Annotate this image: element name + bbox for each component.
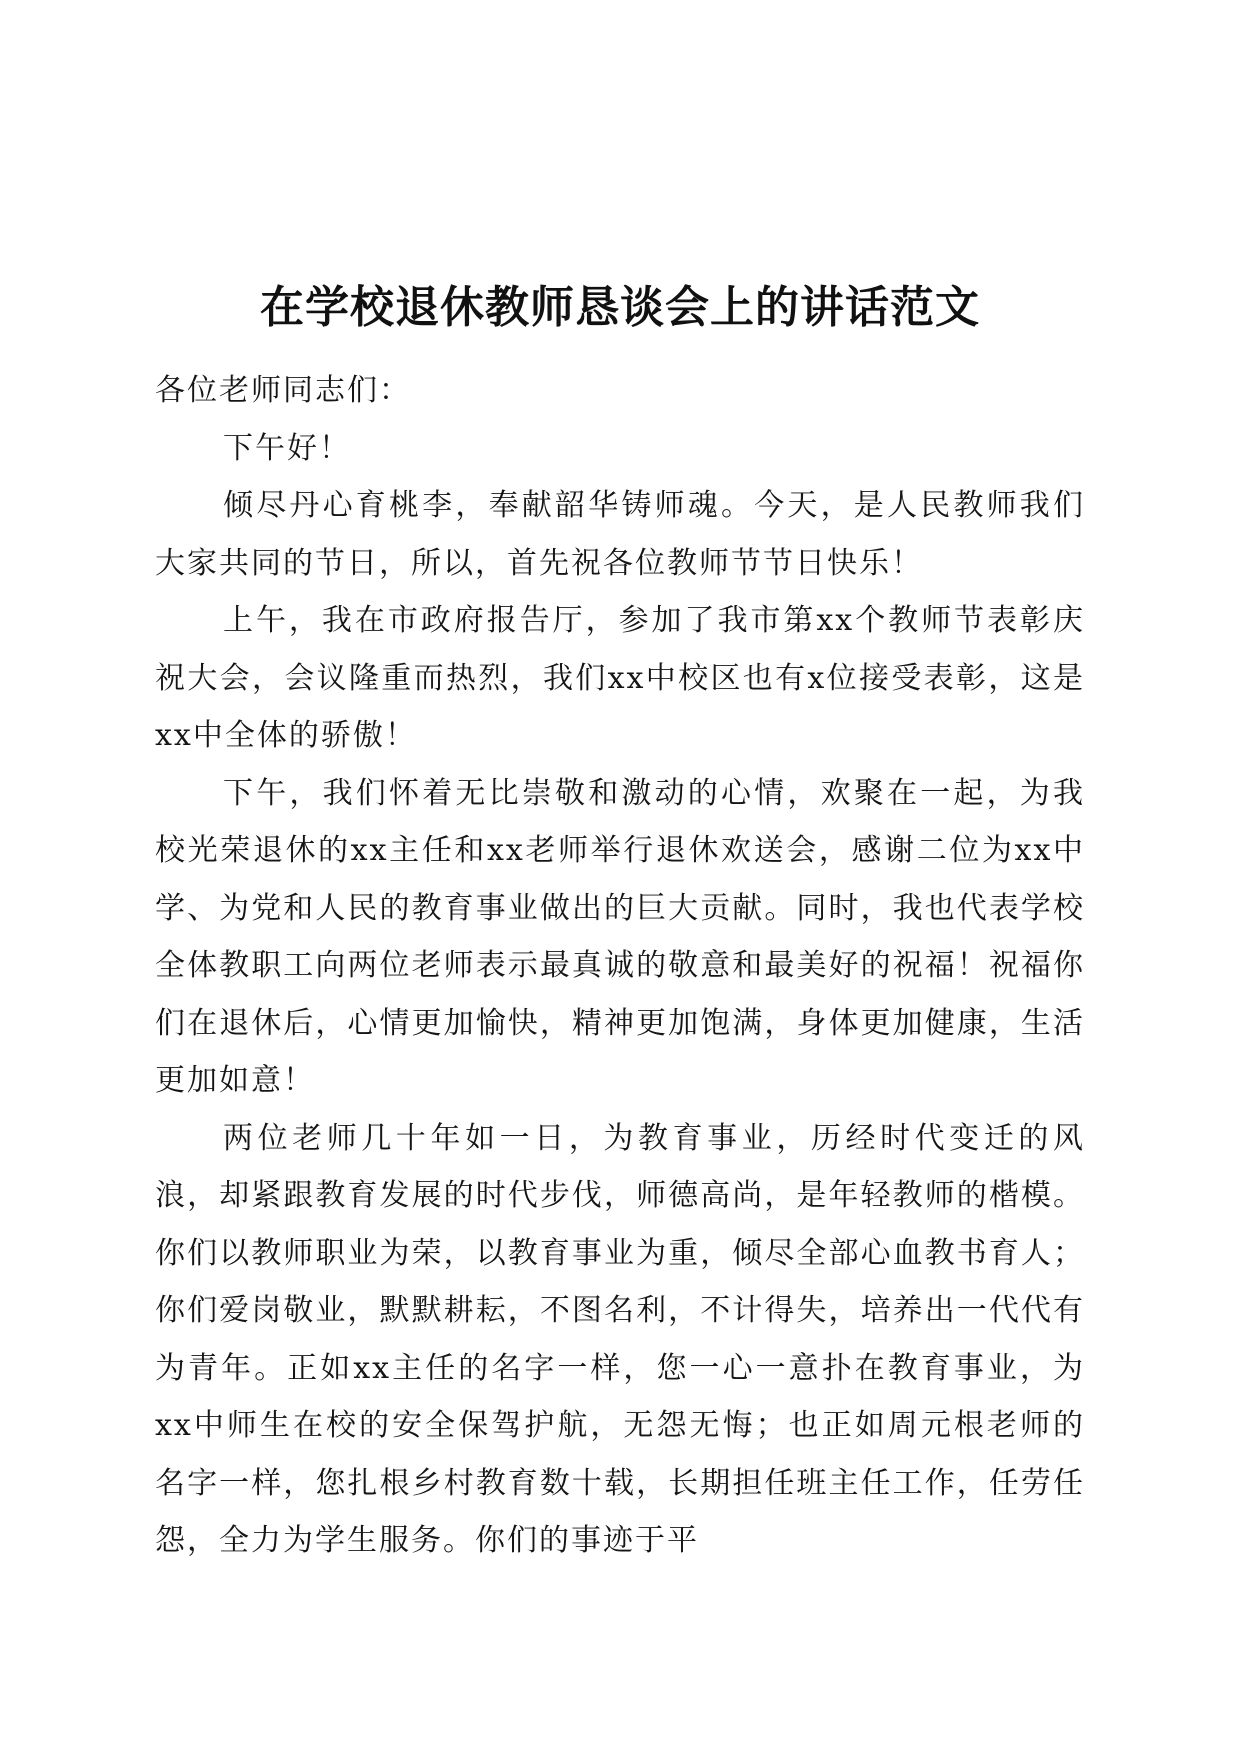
paragraph-teachers-day: 倾尽丹心育桃李，奉献韶华铸师魂。今天，是人民教师我们大家共同的节日，所以，首先祝各位教师节节日快乐！	[155, 488, 1085, 581]
paragraph-morning-ceremony: 上午，我在市政府报告厅，参加了我市第xx个教师节表彰庆祝大会，会议隆重而热烈，我们xx中校区也有x位接受表彰，这是xx中全体的骄傲！	[155, 603, 1085, 753]
document-body	[155, 362, 1085, 1570]
salutation: 各位老师同志们：	[155, 373, 411, 408]
paragraph-tribute: 两位老师几十年如一日，为教育事业，历经时代变迁的风浪，却紧跟教育发展的时代步伐，师德高尚，是年轻教师的楷模。你们以教师职业为荣，以教育事业为重，倾尽全部心血教书育人；你们爱岗敬业，默默耕耘，不图名利，不计得失，培养出一代代有为青年。正如xx主任的名字一样，您一心一意扑在教育事业，为xx中师生在校的安全保驾护航，无怨无悔；也正如周元根老师的名字一样，您扎根乡村教育数十载，长期担任班主任工作，任劳任怨，全力为学生服务。你们的事迹于平	[155, 1120, 1085, 1558]
document-title: 在学校退休教师恳谈会上的讲话范文	[260, 282, 980, 333]
paragraph-greeting: 下午好！	[223, 430, 351, 466]
paragraph-farewell: 下午，我们怀着无比崇敬和激动的心情，欢聚在一起，为我校光荣退休的xx主任和xx老师举行退休欢送会，感谢二位为xx中学、为党和人民的教育事业做出的巨大贡献。同时，我也代表学校全体教职工向两位老师表示最真诚的敬意和最美好的祝福！祝福你们在退休后，心情更加愉快，精神更加饱满，身体更加健康，生活更加如意！	[155, 775, 1085, 1098]
